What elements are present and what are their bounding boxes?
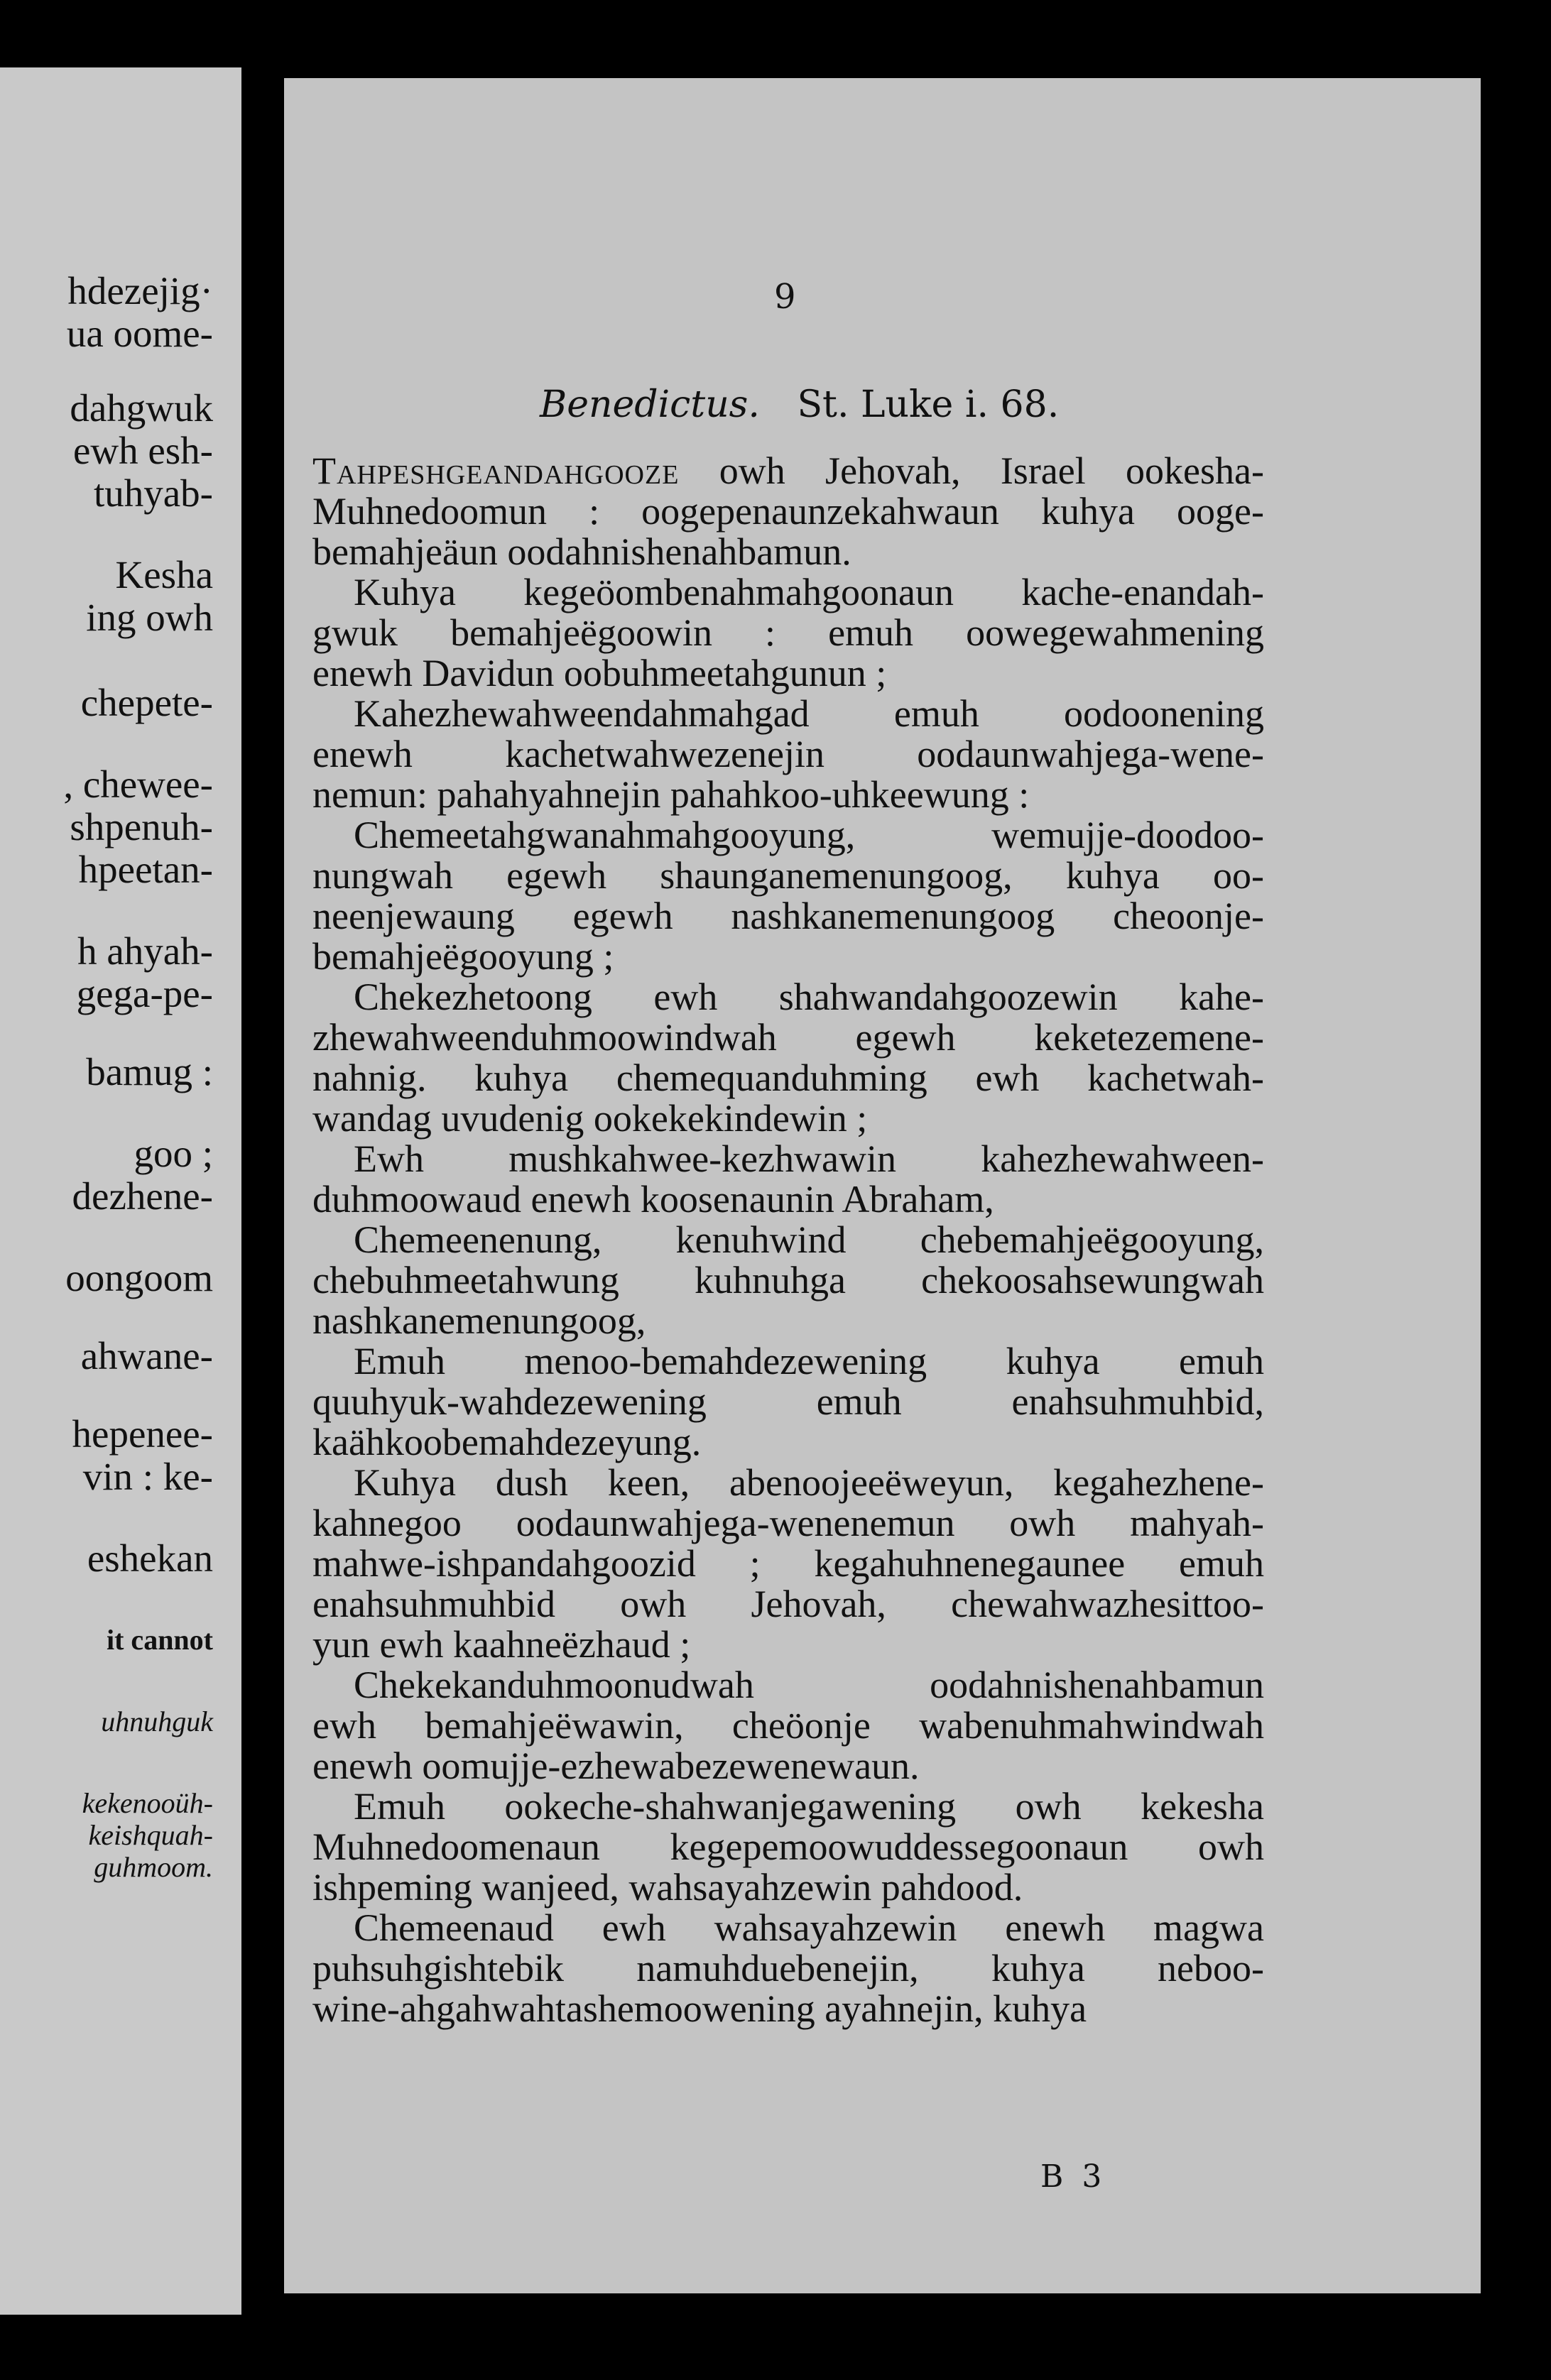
text-line: Chekezhetoong ewh shahwandahgoozewin kahe- xyxy=(354,976,1264,1018)
signature-mark: B 3 xyxy=(1040,2158,1106,2195)
text-line: zhewahweenduhmoowindwah egewh keketezemene- xyxy=(312,1016,1264,1059)
left-page-line: ua oome- xyxy=(66,312,213,355)
hymn-title: Benedictus. xyxy=(540,383,760,426)
text-line: gwuk bemahjeëgoowin : emuh oowegewahmening xyxy=(312,611,1264,654)
left-page-line: ing owh xyxy=(86,596,213,639)
text-line: Kahezhewahweendahmahgad emuh oodoonening xyxy=(354,692,1264,735)
text-line: bemahjeäun oodahnishenahbamun. xyxy=(312,530,851,573)
left-page-line: eshekan xyxy=(87,1536,213,1580)
left-page-line: tuhyab- xyxy=(93,471,213,515)
text-line: enewh kachetwahwezenejin oodaunwahjega-wene- xyxy=(312,733,1264,775)
left-page-line: keishquah- xyxy=(88,1819,213,1851)
left-page-line: Kesha xyxy=(115,553,213,596)
left-page-line: hepenee- xyxy=(72,1412,213,1456)
text-line: nashkanemenungoog, xyxy=(312,1299,646,1342)
body-text xyxy=(312,451,1264,2029)
text-line: enewh oomujje-ezhewabezewenewaun. xyxy=(312,1745,920,1787)
book-spine xyxy=(241,67,284,2315)
text-line: kahnegoo oodaunwahjega-wenenemun owh mahyah- xyxy=(312,1502,1264,1544)
left-page-line: dahgwuk xyxy=(70,386,213,430)
text-line: Tahpeshgeandahgooze owh Jehovah, Israel ookesha- xyxy=(312,449,1264,492)
text-line: enewh Davidun oobuhmeetahgunun ; xyxy=(312,652,887,694)
text-line: nemun: pahahyahnejin pahahkoo-uhkeewung : xyxy=(312,773,1030,816)
text-line: Chemeenaud ewh wahsayahzewin enewh magwa xyxy=(354,1906,1264,1949)
left-page-line: chepete- xyxy=(80,681,213,724)
left-page-line: goo ; xyxy=(134,1132,213,1175)
text-line: nungwah egewh shaunganemenungoog, kuhya oo- xyxy=(312,854,1264,897)
left-page-line: shpenuh- xyxy=(70,805,213,848)
text-line: Kuhya dush keen, abenoojeeëweyun, kegahezhene- xyxy=(354,1461,1264,1504)
text-line: Muhnedoomun : oogepenaunzekahwaun kuhya ooge- xyxy=(312,490,1264,533)
left-page-line: ahwane- xyxy=(80,1334,213,1377)
text-line: Chemeenenung, kenuhwind chebemahjeëgooyung, xyxy=(354,1218,1264,1261)
scripture-reference: St. Luke i. 68. xyxy=(797,383,1060,426)
left-page-line: , cheweе- xyxy=(63,763,213,806)
text-line: mahwe-ishpandahgoozid ; kegahuhnenegaunee emuh xyxy=(312,1542,1264,1585)
text-line: neenjewaung egewh nashkanemenungoog cheoonje- xyxy=(312,895,1264,937)
left-page-line: gega-pe- xyxy=(76,972,213,1015)
text-line: Emuh menoo-bemahdezewening kuhya emuh xyxy=(354,1340,1264,1382)
left-page-line: guhmoom. xyxy=(94,1851,213,1883)
left-page-line: uhnuhguk xyxy=(101,1705,213,1737)
left-page-line: kekenooüh- xyxy=(82,1787,213,1819)
left-page-fragment xyxy=(0,67,241,2315)
text-line: duhmoowaud enewh koosenaunin Abraham, xyxy=(312,1178,994,1221)
left-page-line: vin : ke- xyxy=(82,1455,213,1498)
left-page-line: hdezejig· xyxy=(67,269,213,312)
right-page xyxy=(284,78,1481,2293)
text-line: bemahjeëgooyung ; xyxy=(312,935,614,978)
left-page-line: hpeetan- xyxy=(78,848,213,891)
left-page-line: it cannot xyxy=(107,1624,213,1656)
text-line: wandag uvudenig ookekekindewin ; xyxy=(312,1097,868,1140)
text-line: quuhyuk-wahdezewening emuh enahsuhmuhbid, xyxy=(312,1380,1264,1423)
text-line: ewh bemahjeëwawin, cheöonje wabenuhmahwindwah xyxy=(312,1704,1264,1747)
text-line: puhsuhgishtebik namuhduebenejin, kuhya neboo- xyxy=(312,1947,1264,1989)
left-page-line: bamug : xyxy=(86,1050,213,1093)
text-line: wine-ahgahwahtashemoowening ayahnejin, kuhya xyxy=(312,1987,1087,2030)
text-line: Kuhya kegeöombenahmahgoonaun kache-enandah- xyxy=(354,571,1264,613)
left-page-line: oongoom xyxy=(65,1256,213,1299)
page-number: 9 xyxy=(774,277,796,317)
text-line: Chekekanduhmoonudwah oodahnishenahbamun xyxy=(354,1664,1264,1706)
section-heading xyxy=(540,383,1059,426)
text-line: chebuhmeetahwung kuhnuhga chekoosahsewungwah xyxy=(312,1259,1264,1301)
text-line: Muhnedoomenaun kegepemoowuddessegoonaun owh xyxy=(312,1825,1264,1868)
text-line: Chemeetahgwanahmahgooyung, wemujje-doodoo- xyxy=(354,814,1264,856)
left-page-line: h ahyah- xyxy=(77,929,213,973)
left-page-line: dezhene- xyxy=(72,1174,213,1218)
text-line: kaähkoobemahdezeyung. xyxy=(312,1421,702,1463)
text-line: Emuh ookeche-shahwanjegawening owh kekesha xyxy=(354,1785,1264,1828)
left-page-line: ewh esh- xyxy=(72,429,213,472)
text-line: enahsuhmuhbid owh Jehovah, chewahwazhesittoo- xyxy=(312,1583,1264,1625)
text-line: yun ewh kaahneëzhaud ; xyxy=(312,1623,691,1666)
text-line: Ewh mushkahwee-kezhwawin kahezhewahween- xyxy=(354,1137,1264,1180)
text-line: ishpeming wanjeed, wahsayahzewin pahdood. xyxy=(312,1866,1023,1909)
text-line: nahnig. kuhya chemequanduhming ewh kachetwah- xyxy=(312,1057,1264,1099)
